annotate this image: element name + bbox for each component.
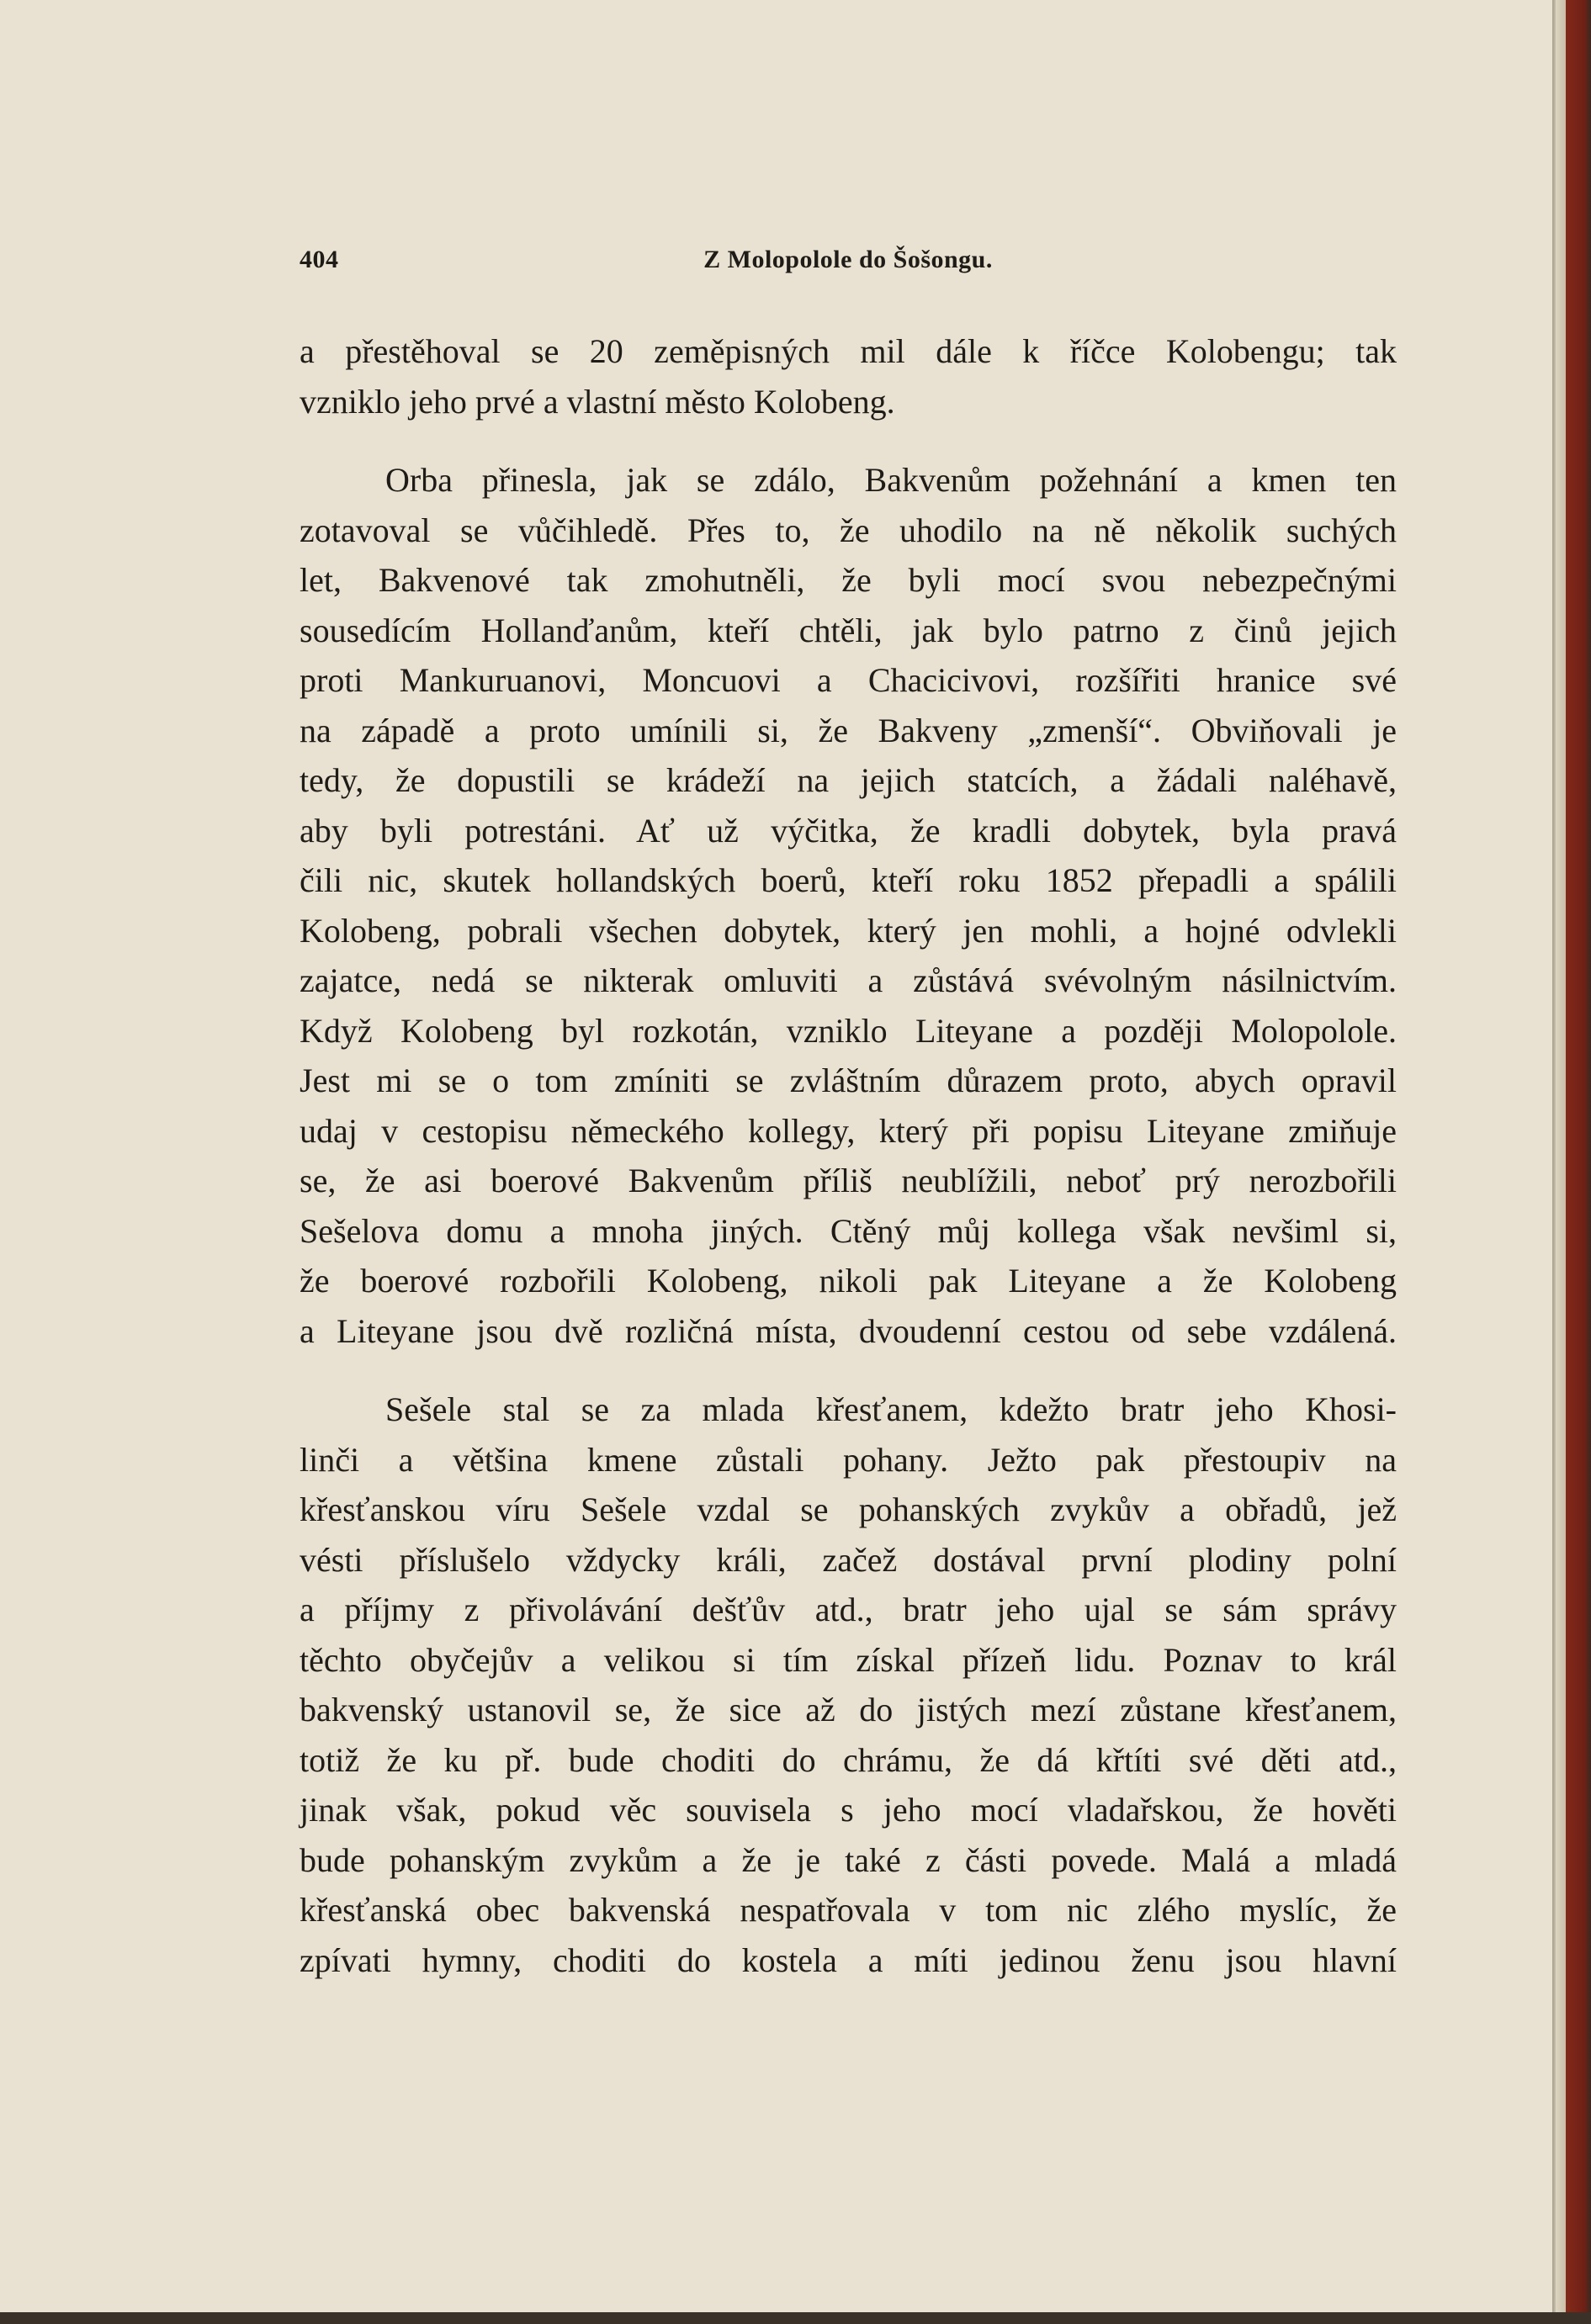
text-line: že boerové rozbořili Kolobeng, nikoli pak Liteyane a že Kolobeng [300,1262,1397,1300]
page-stack-edge [1556,0,1566,2324]
paragraph-1 [300,326,1397,426]
text-line: tedy, že dopustili se krádeží na jejich statcích, a žádali naléhavě, [300,761,1397,799]
text-line: čili nic, skutek hollandských boerů, kteří roku 1852 přepadli a spálili [300,861,1397,899]
text-line: linči a většina kmene zůstali pohany. Ježto pak přestoupiv na [300,1440,1397,1479]
running-title: Z Molopolole do Šošongu. [703,246,993,273]
text-line: vésti příslušelo vždycky králi, začež dostával první plodiny polní [300,1540,1397,1579]
text-line: vzniklo jeho prvé a vlastní město Kolobeng. [300,382,895,421]
running-head [300,246,1397,279]
text-line: Sešele stal se za mlada křesťanem, kdežto bratr jeho Khosi- [385,1390,1397,1428]
text-line: a přestěhoval se 20 zeměpisných mil dále k říčce Kolobengu; tak [300,332,1397,370]
text-line: zotavoval se vůčihledě. Přes to, že uhodilo na ně několik suchých [300,511,1397,549]
paragraph-2 [300,455,1397,1356]
text-line: totiž že ku př. bude choditi do chrámu, že dá křtíti své děti atd., [300,1740,1397,1779]
page-number: 404 [300,246,339,273]
text-line: let, Bakvenové tak zmohutněli, že byli mocí svou nebezpečnými [300,561,1397,599]
text-line: proti Mankuruanovi, Moncuovi a Chacicivovi, rozšířiti hranice své [300,661,1397,699]
text-block [300,246,1397,2014]
text-line: a příjmy z přivolávání dešťův atd., bratr jeho ujal se sám správy [300,1591,1397,1628]
paragraph-3 [300,1384,1397,1985]
text-line: se, že asi boerové Bakvenům příliš neublížili, neboť prý nerozbořili [300,1162,1397,1199]
text-line: Jest mi se o tom zmíniti se zvláštním důrazem proto, abych opravil [300,1061,1397,1099]
text-line: udaj v cestopisu německého kollegy, který při popisu Liteyane zmiňuje [300,1111,1397,1150]
text-line: a Liteyane jsou dvě rozličná místa, dvoudenní cestou od sebe vzdálená. [300,1311,1397,1350]
text-line: Sešelova domu a mnoha jiných. Ctěný můj kollega však nevšiml si, [300,1211,1397,1250]
text-line: aby byli potrestáni. Ať už výčitka, že kradli dobytek, byla pravá [300,811,1397,850]
text-line: Orba přinesla, jak se zdálo, Bakvenům požehnání a kmen ten [385,461,1397,499]
text-line: zpívati hymny, choditi do kostela a míti jedinou ženu jsou hlavní [300,1940,1397,1979]
text-line: bude pohanským zvykům a že je také z části povede. Malá a mladá [300,1840,1397,1879]
text-line: bakvenský ustanovil se, že sice až do jistých mezí zůstane křesťanem, [300,1691,1397,1728]
text-line: jinak však, pokud věc souvisela s jeho mocí vladařskou, že hověti [300,1791,1397,1829]
text-line: křesťanská obec bakvenská nespatřovala v tom nic zlého myslíc, že [300,1891,1397,1929]
text-line: na západě a proto umínili si, že Bakveny „zmenší“. Obviňovali je [300,711,1397,749]
text-line: sousedícím Hollanďanům, kteří chtěli, jak bylo patrno z činů jejich [300,611,1397,649]
scan-bottom-edge [0,2312,1591,2324]
text-line: zajatce, nedá se nikterak omluviti a zůstává svévolným násilnictvím. [300,961,1397,999]
text-line: Kolobeng, pobrali všechen dobytek, který jen mohli, a hojné odvlekli [300,911,1397,950]
text-line: křesťanskou víru Sešele vzdal se pohanských zvykův a obřadů, jež [300,1490,1397,1528]
text-line: Když Kolobeng byl rozkotán, vzniklo Liteyane a později Molopolole. [300,1011,1397,1050]
text-line: těchto obyčejův a velikou si tím získal přízeň lidu. Poznav to král [300,1640,1397,1679]
